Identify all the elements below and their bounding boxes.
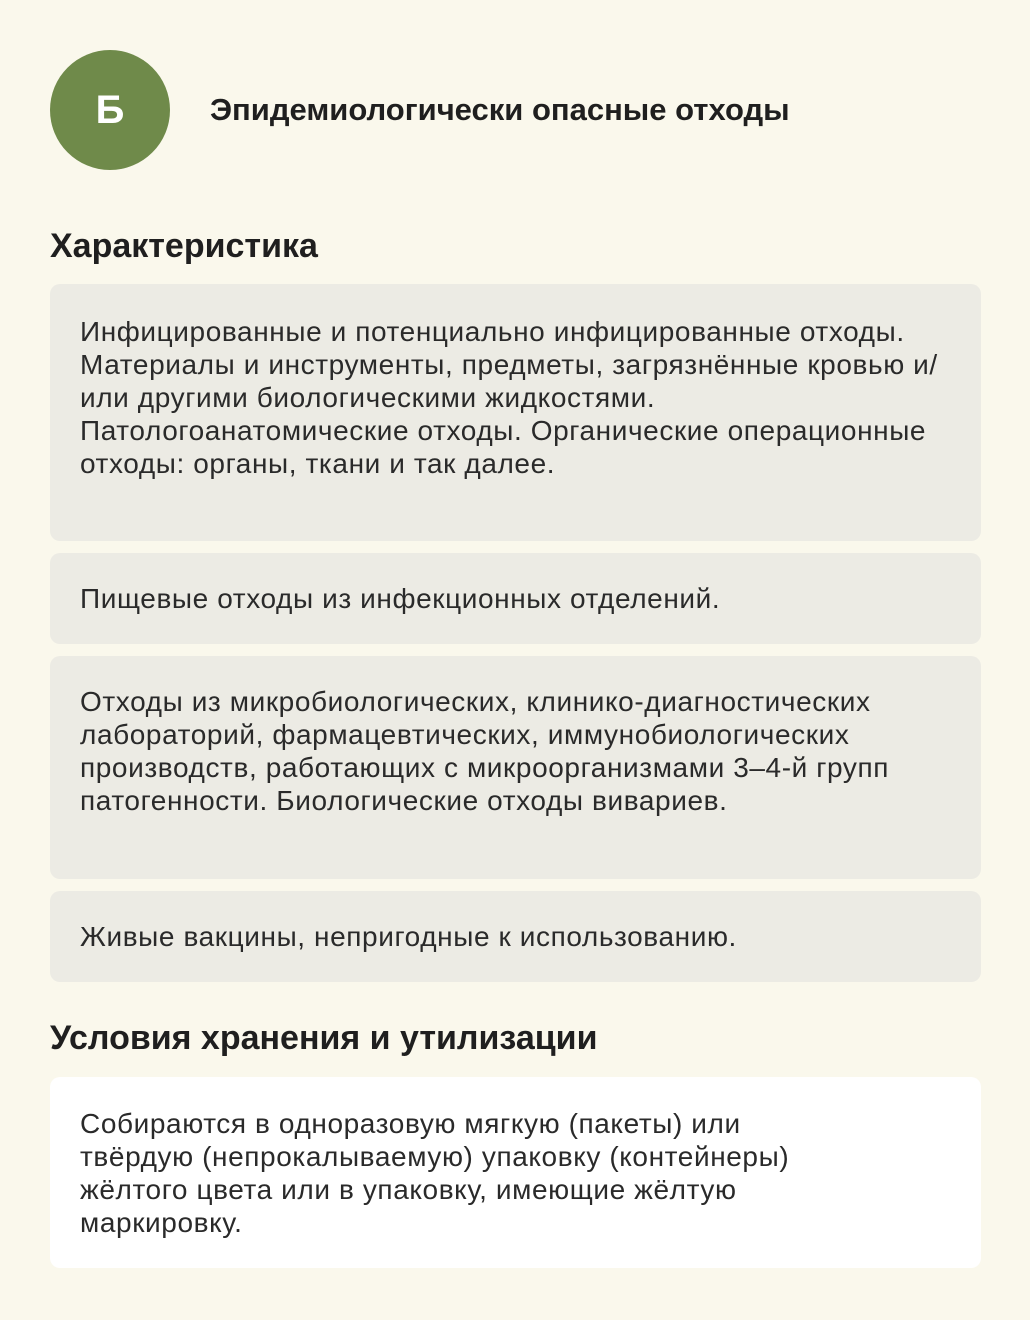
category-badge: Б bbox=[50, 50, 170, 170]
card-text: Отходы из микробиологических, клинико-диагностических лабораторий, фармацевтических, иммунобиологических производств, работающих с микроорганизмами 3–4-й групп патогенности. Биологические отходы вивариев. bbox=[80, 686, 890, 816]
characteristic-card-4 bbox=[50, 891, 981, 982]
header bbox=[50, 50, 790, 170]
characteristic-card-3 bbox=[50, 656, 981, 879]
characteristics-heading: Характеристика bbox=[50, 227, 318, 265]
storage-card bbox=[50, 1077, 981, 1268]
characteristic-card-1 bbox=[50, 284, 981, 541]
characteristic-card-2 bbox=[50, 553, 981, 644]
card-text: Инфицированные и потенциально инфицированные отходы. Материалы и инструменты, предметы, загрязнённые кровью и/или другими биологическими жидкостями. Патологоанатомические отходы. Органические операционные отходы: органы, ткани и так далее. bbox=[80, 316, 938, 479]
card-text: Собираются в одноразовую мягкую (пакеты) или твёрдую (непрокалываемую) упаковку (контейнеры) жёлтого цвета или в упаковку, имеющие жёлтую маркировку. bbox=[80, 1108, 790, 1238]
card-text: Живые вакцины, непригодные к использованию. bbox=[80, 921, 737, 952]
page-title: Эпидемиологически опасные отходы bbox=[210, 92, 790, 127]
card-text: Пищевые отходы из инфекционных отделений. bbox=[80, 583, 721, 614]
storage-heading: Условия хранения и утилизации bbox=[50, 1019, 598, 1057]
